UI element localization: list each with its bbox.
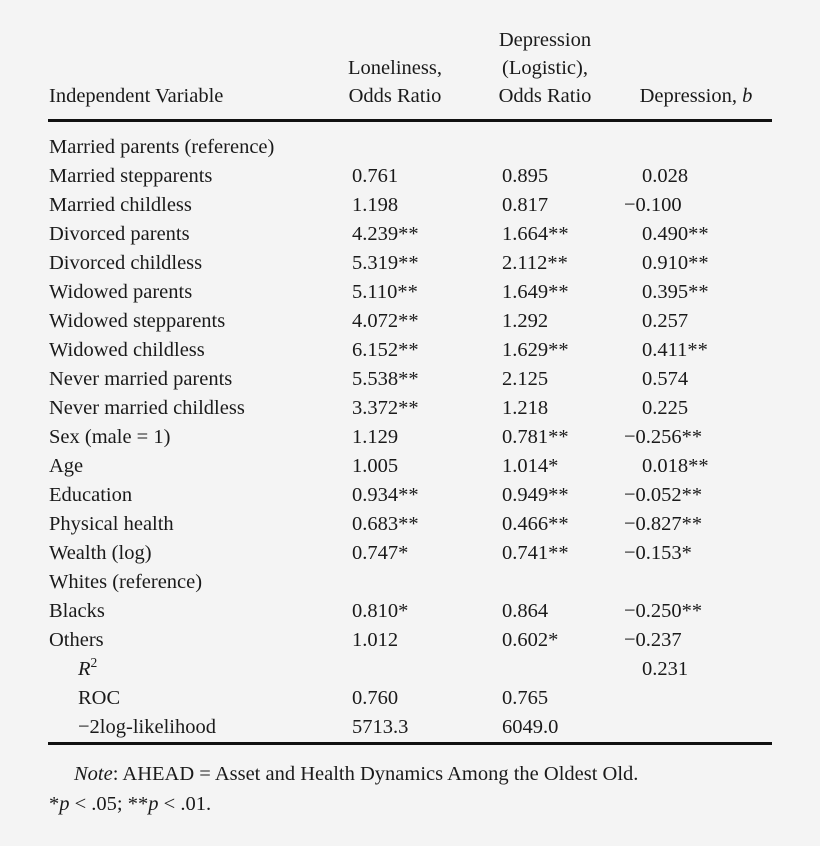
p-symbol: p [148, 793, 159, 815]
header-line-1: Depression [498, 29, 592, 51]
cell-value: −0.256** [624, 426, 703, 448]
cell-value: −0.100 [624, 194, 682, 216]
cell-value: 6049.0 [502, 716, 559, 738]
cell-value: 1.005 [352, 455, 399, 477]
footer-rule [48, 744, 772, 746]
cell-value: −0.237 [624, 629, 682, 651]
table-row [48, 365, 772, 394]
cell-depression-logistic-odds-ratio [470, 336, 620, 365]
cell-depression-logistic-odds-ratio [470, 162, 620, 191]
cell-depression-b [620, 452, 772, 481]
cell-loneliness-odds-ratio [320, 626, 470, 655]
table-row [48, 510, 772, 539]
cell-loneliness-odds-ratio [320, 307, 470, 336]
cell-value: 1.292 [502, 310, 549, 332]
cell-loneliness-odds-ratio [320, 278, 470, 307]
table-row [48, 452, 772, 481]
cell-loneliness-odds-ratio [320, 220, 470, 249]
cell-value: 0.411** [642, 339, 708, 361]
cell-depression-b [620, 539, 772, 568]
cell-depression-logistic-odds-ratio [470, 626, 620, 655]
cell-depression-b [620, 365, 772, 394]
cell-value: 0.765 [502, 687, 549, 709]
cell-value: 0.602* [502, 629, 559, 651]
cell-depression-b [620, 510, 772, 539]
variable-label: Married parents (reference) [49, 136, 275, 158]
cell-value: 0.225 [642, 397, 689, 419]
variable-label: Divorced childless [49, 252, 203, 274]
cell-loneliness-odds-ratio [320, 394, 470, 423]
header-line-3: Odds Ratio [498, 85, 592, 107]
exponent-two: 2 [90, 655, 98, 671]
cell-value: 0.683** [352, 513, 419, 535]
cell-depression-b [620, 481, 772, 510]
cell-loneliness-odds-ratio [320, 423, 470, 452]
cell-depression-logistic-odds-ratio [470, 510, 620, 539]
header-line-2: (Logistic), [502, 57, 588, 79]
cell-value: 0.741** [502, 542, 569, 564]
column-header-independent-variable: Independent Variable [49, 85, 224, 107]
variable-label: Widowed childless [49, 339, 205, 361]
cell-value: −0.052** [624, 484, 703, 506]
table-row [48, 713, 772, 744]
variable-label: Others [49, 629, 104, 651]
cell-value: 0.257 [642, 310, 689, 332]
column-header-depression-logistic-odds-ratio [470, 0, 620, 121]
cell-value: 1.664** [502, 223, 569, 245]
variable-label: Sex (male = 1) [49, 426, 171, 448]
cell-value: 2.112** [502, 252, 568, 274]
note-line [49, 759, 772, 789]
cell-value: 0.490** [642, 223, 709, 245]
cell-loneliness-odds-ratio [320, 481, 470, 510]
cell-loneliness-odds-ratio [320, 162, 470, 191]
column-header-depression-b [620, 0, 772, 121]
cell-depression-logistic-odds-ratio [470, 394, 620, 423]
variable-label: Never married parents [49, 368, 233, 390]
table-row [48, 278, 772, 307]
cell-loneliness-odds-ratio [320, 568, 470, 597]
table-row [48, 162, 772, 191]
cell-loneliness-odds-ratio [320, 597, 470, 626]
variable-label: Divorced parents [49, 223, 190, 245]
cell-loneliness-odds-ratio [320, 365, 470, 394]
variable-label: −2log-likelihood [78, 716, 216, 738]
cell-value: 5.538** [352, 368, 419, 390]
header-rule-spacer [48, 122, 772, 133]
significance-note: *p < .05; **p < .01. [49, 793, 212, 815]
table-row [48, 220, 772, 249]
cell-value: 0.574 [642, 368, 689, 390]
cell-depression-b [620, 133, 772, 162]
cell-depression-b [620, 597, 772, 626]
cell-depression-b [620, 626, 772, 655]
cell-value: 2.125 [502, 368, 549, 390]
table-header [48, 0, 772, 133]
cell-value: 5713.3 [352, 716, 409, 738]
cell-depression-b [620, 278, 772, 307]
cell-depression-b [620, 307, 772, 336]
cell-value: 1.129 [352, 426, 399, 448]
cell-value: 0.934** [352, 484, 419, 506]
cell-depression-b [620, 655, 772, 684]
cell-loneliness-odds-ratio [320, 336, 470, 365]
cell-depression-logistic-odds-ratio [470, 713, 620, 744]
cell-value: 0.018** [642, 455, 709, 477]
cell-loneliness-odds-ratio [320, 684, 470, 713]
cell-value: 0.760 [352, 687, 399, 709]
variable-label: Married stepparents [49, 165, 213, 187]
variable-label: Whites (reference) [49, 571, 203, 593]
cell-value: 1.218 [502, 397, 549, 419]
cell-value: 5.110** [352, 281, 418, 303]
cell-depression-b [620, 423, 772, 452]
note-label: Note [74, 763, 113, 785]
cell-value: −0.153* [624, 542, 692, 564]
cell-depression-b [620, 713, 772, 744]
table-row [48, 655, 772, 684]
cell-value: 3.372** [352, 397, 419, 419]
table-row [48, 249, 772, 278]
p-symbol: p [59, 793, 70, 815]
table-row [48, 307, 772, 336]
variable-label: Widowed stepparents [49, 310, 226, 332]
table-row [48, 481, 772, 510]
cell-value: 1.629** [502, 339, 569, 361]
variable-label [48, 655, 320, 684]
coefficient-symbol: b [742, 85, 753, 107]
cell-depression-logistic-odds-ratio [470, 249, 620, 278]
cell-value: 1.014* [502, 455, 559, 477]
cell-loneliness-odds-ratio [320, 539, 470, 568]
cell-value: 0.466** [502, 513, 569, 535]
cell-depression-b [620, 191, 772, 220]
cell-depression-b [620, 220, 772, 249]
cell-depression-b [620, 568, 772, 597]
cell-loneliness-odds-ratio [320, 133, 470, 162]
cell-value: 0.817 [502, 194, 549, 216]
cell-value: 0.028 [642, 165, 689, 187]
cell-depression-logistic-odds-ratio [470, 133, 620, 162]
table-row [48, 684, 772, 713]
cell-loneliness-odds-ratio [320, 191, 470, 220]
table-row [48, 626, 772, 655]
cell-depression-b [620, 249, 772, 278]
header-line-3: Odds Ratio [348, 85, 442, 107]
note-text: : AHEAD = Asset and Health Dynamics Among the Oldest Old. [112, 763, 639, 785]
cell-depression-logistic-odds-ratio [470, 365, 620, 394]
variable-label: Widowed parents [49, 281, 193, 303]
cell-value: −0.250** [624, 600, 703, 622]
variable-label: Blacks [49, 600, 105, 622]
cell-value: 0.864 [502, 600, 549, 622]
table-row [48, 423, 772, 452]
r-symbol: R [78, 658, 91, 680]
cell-loneliness-odds-ratio [320, 655, 470, 684]
regression-results-table [48, 0, 772, 745]
cell-value: 1.012 [352, 629, 399, 651]
variable-label: Wealth (log) [49, 542, 152, 564]
cell-loneliness-odds-ratio [320, 249, 470, 278]
cell-value: 1.198 [352, 194, 399, 216]
cell-value: 0.781** [502, 426, 569, 448]
cell-value: 1.649** [502, 281, 569, 303]
table-row [48, 568, 772, 597]
cell-depression-b [620, 684, 772, 713]
table-row [48, 133, 772, 162]
table-notes [48, 759, 772, 819]
table-row [48, 191, 772, 220]
cell-value: 5.319** [352, 252, 419, 274]
cell-value: 0.395** [642, 281, 709, 303]
variable-label: Education [49, 484, 133, 506]
cell-depression-logistic-odds-ratio [470, 278, 620, 307]
cell-value: 0.910** [642, 252, 709, 274]
cell-depression-logistic-odds-ratio [470, 423, 620, 452]
header-line-3: Depression, b [639, 85, 753, 107]
cell-value: 6.152** [352, 339, 419, 361]
variable-label: Married childless [49, 194, 192, 216]
cell-value: 0.895 [502, 165, 549, 187]
cell-depression-logistic-odds-ratio [470, 191, 620, 220]
table-row [48, 336, 772, 365]
cell-depression-logistic-odds-ratio [470, 684, 620, 713]
table-row [48, 539, 772, 568]
table-footer [48, 744, 772, 746]
table-body [48, 133, 772, 744]
cell-value: 0.761 [352, 165, 399, 187]
column-header-loneliness-odds-ratio [320, 0, 470, 121]
cell-depression-logistic-odds-ratio [470, 655, 620, 684]
cell-loneliness-odds-ratio [320, 713, 470, 744]
header-line-2: Loneliness, [348, 57, 442, 79]
cell-loneliness-odds-ratio [320, 452, 470, 481]
cell-depression-logistic-odds-ratio [470, 307, 620, 336]
cell-depression-logistic-odds-ratio [470, 539, 620, 568]
cell-value: 0.747* [352, 542, 409, 564]
cell-value: 0.949** [502, 484, 569, 506]
cell-depression-b [620, 336, 772, 365]
cell-value: 0.810* [352, 600, 409, 622]
cell-depression-logistic-odds-ratio [470, 220, 620, 249]
cell-depression-logistic-odds-ratio [470, 568, 620, 597]
variable-label: Physical health [49, 513, 174, 535]
table-row [48, 597, 772, 626]
variable-label: Age [49, 455, 84, 477]
cell-value: 4.239** [352, 223, 419, 245]
cell-depression-b [620, 162, 772, 191]
cell-value: 0.231 [642, 658, 689, 680]
variable-label: ROC [78, 687, 121, 709]
table-row [48, 394, 772, 423]
variable-label: Never married childless [49, 397, 245, 419]
cell-depression-logistic-odds-ratio [470, 452, 620, 481]
cell-value: −0.827** [624, 513, 703, 535]
cell-depression-b [620, 394, 772, 423]
cell-depression-logistic-odds-ratio [470, 481, 620, 510]
cell-depression-logistic-odds-ratio [470, 597, 620, 626]
cell-loneliness-odds-ratio [320, 510, 470, 539]
cell-value: 4.072** [352, 310, 419, 332]
